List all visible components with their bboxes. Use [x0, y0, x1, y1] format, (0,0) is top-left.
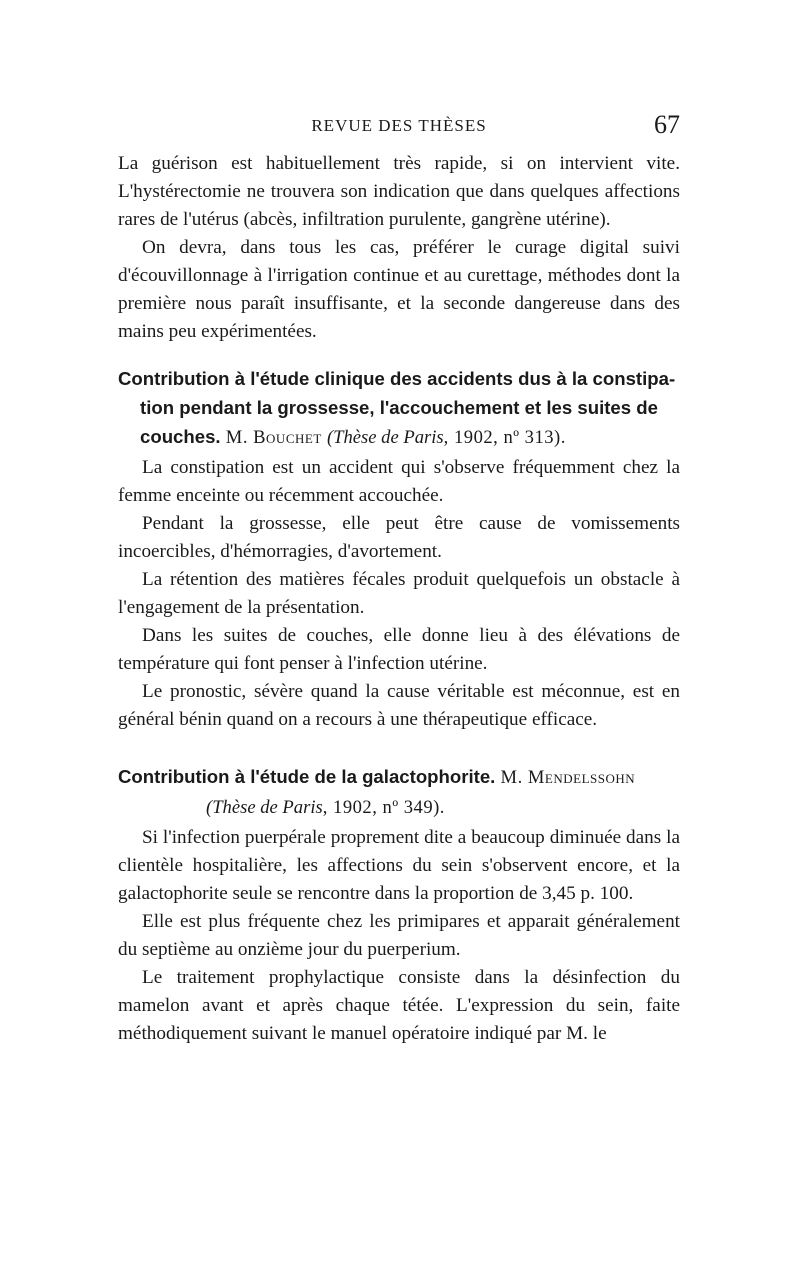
paragraph: Dans les suites de couches, elle donne lieu à des élévations de température qui font penser à l'infection utérine.: [118, 625, 680, 674]
author-prefix: M.: [225, 427, 248, 448]
heading-line: Contribution à l'étude clinique des accidents dus à la constipa-: [118, 368, 676, 389]
page-number: 67: [654, 110, 680, 139]
page-body: [118, 150, 680, 1048]
paragraph: Si l'infection puerpérale proprement dite a beaucoup diminuée dans la clientèle hospitalière, les affections du sein s'observent encore, et la galactophorite seule se rencontre dans la proportion de 3,45 p. 100.: [118, 827, 680, 904]
author-prefix: M.: [500, 767, 523, 788]
paragraph: La constipation est un accident qui s'observe fréquemment chez la femme enceinte ou récemment accouchée.: [118, 457, 680, 506]
paragraph: La guérison est habituellement très rapide, si on intervient vite. L'hystérectomie ne trouvera son indication que dans quelques affections rares de l'utérus (abcès, infiltration purulente, gangrène utérine).: [118, 153, 680, 230]
paragraph: Pendant la grossesse, elle peut être cause de vomissements incoercibles, d'hémorragies, d'avortement.: [118, 513, 680, 562]
citation-details: , 1902, nº 313).: [443, 427, 566, 448]
paragraph: La rétention des matières fécales produit quelquefois un obstacle à l'engagement de la présentation.: [118, 569, 680, 618]
heading-line: tion pendant la grossesse, l'accouchement et les suites de: [140, 397, 658, 418]
citation-open: (: [206, 797, 213, 818]
article-heading-constipation: [118, 364, 680, 452]
citation-title: Thèse de Paris: [333, 427, 444, 448]
paragraph: On devra, dans tous les cas, préférer le curage digital suivi d'écouvillonnage à l'irrigation continue et au curettage, méthodes dont la première nous paraît insuffisante, et la seconde dangereuse dans des mains peu expérimentées.: [118, 237, 680, 342]
author-name: Mendelssohn: [527, 767, 636, 788]
heading-line-3: [118, 422, 680, 452]
citation-details: , 1902, nº 349).: [322, 797, 445, 818]
author-name: Bouchet: [253, 427, 322, 448]
citation-line: [118, 792, 680, 822]
citation-title: Thèse de Paris: [212, 797, 323, 818]
heading-text: Contribution à l'étude de la galactophorite.: [118, 766, 496, 787]
page-header: [118, 112, 680, 142]
paragraph: Elle est plus fréquente chez les primipares et apparait généralement du septième au onzième jour du puerperium.: [118, 911, 680, 960]
citation-open: (: [326, 427, 334, 448]
heading-text: couches.: [140, 426, 221, 447]
article-heading-galactophorite: [118, 762, 680, 822]
paragraph: Le traitement prophylactique consiste dans la désinfection du mamelon avant et après chaque tétée. L'expression du sein, faite méthodiquement suivant le manuel opératoire indiqué par M. le: [118, 967, 680, 1044]
running-title: REVUE DES THÈSES: [311, 116, 487, 135]
paragraph: Le pronostic, sévère quand la cause véritable est méconnue, est en général bénin quand on a recours à une thérapeutique efficace.: [118, 681, 680, 730]
